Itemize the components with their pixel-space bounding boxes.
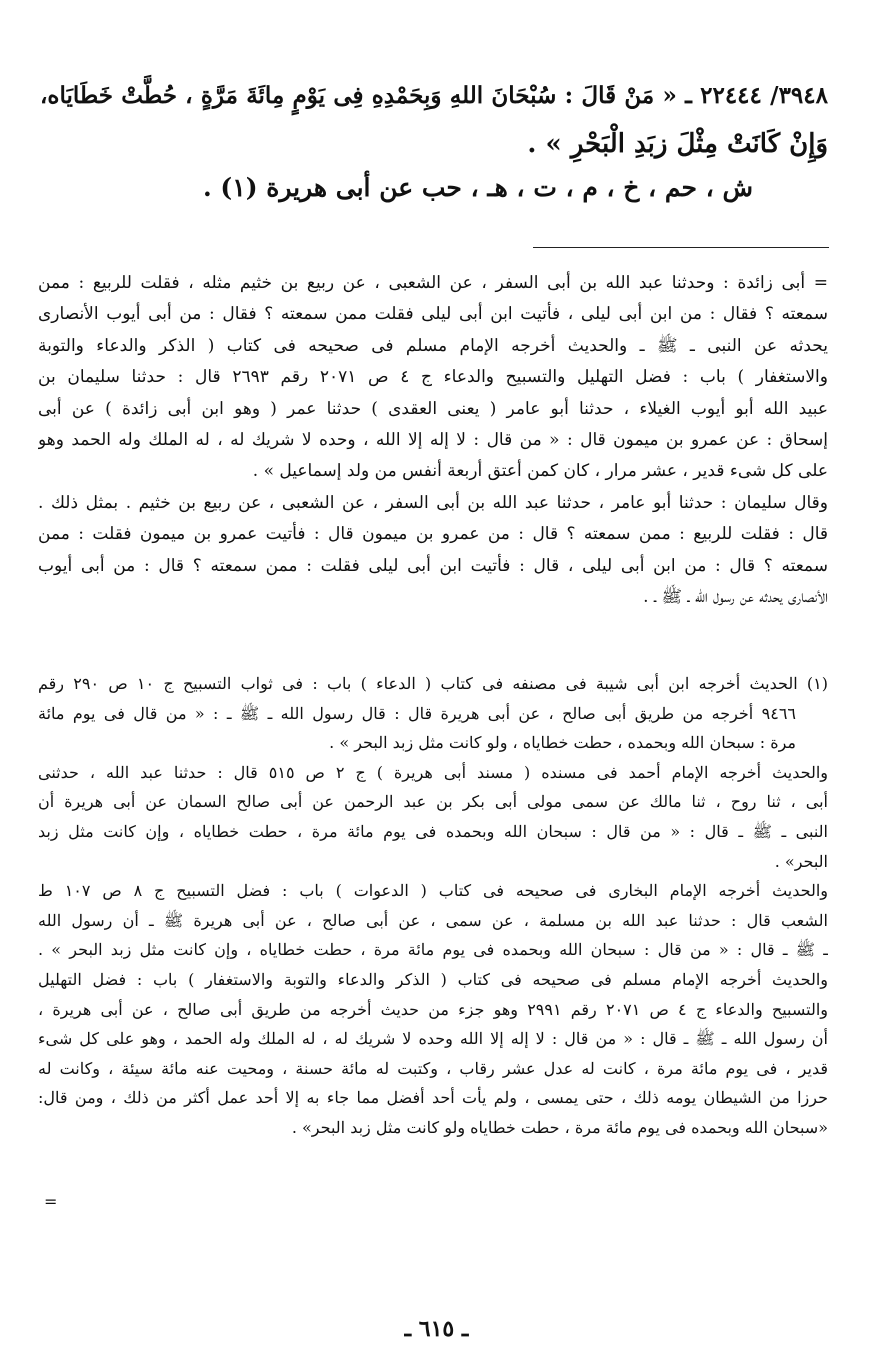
note-line: على كل شىء قدير ، عشر مرار ، كان كمن أعتق أربعة أنفس من ولد إسماعيل » . [252,461,828,482]
page-number: ـ ٦١٥ ـ [404,1316,469,1342]
note-line: عبيد الله أبو أيوب الغيلاء ، حدثنا أبو عامر ( يعنى العقدى ) حدثنا عمر ( وهو ابن أبى زائدة ) عن أبى [38,398,828,419]
footnote-line: والحديث أخرجه الإمام مسلم فى صحيحه فى كتاب ( الذكر والدعاء والتوبة والاستغفار ) باب : فضل التهليل [38,969,828,989]
footnote-line: أبى ، ثنا روح ، ثنا مالك عن سمى مولى أبى بكر بن عبد الرحمن عن أبى صالح السمان عن أبى هريرة أن [38,792,828,812]
note-line: وقال سليمان : حدثنا أبو عامر ، حدثنا عبد الله بن أبى السفر ، عن الشعبى ، عن ربيع بن خثيم . بمثل ذلك . [38,492,828,513]
hadith-block [40,72,828,208]
footnote-line: «سبحان الله وبحمده فى يوم مائة مرة ، حطت خطاياه ولو كانت مثل زبد البحر» . [291,1117,828,1137]
note-line: إسحاق : عن عمرو بن ميمون قال : « من قال : لا إله إلا الله ، وحده لا شريك له ، له الملك وله الحمد وهو [38,429,828,450]
footnote-line: والتسبيح والدعاء ج ٤ ص ٢٠٧١ رقم ٢٩٩١ وهو جزء من حديث أخرجه من طريق أبى صالح ، عن أبى هريرة ، [38,999,828,1019]
note-line: قال : فقلت للربيع : ممن سمعته ؟ قال : من عمرو بن ميمون قال : فأتيت عمرو بن ميمون فقلت : ممن [38,524,828,545]
footnote-line: أن رسول الله ـ ﷺ ـ قال : « من قال : لا إله إلا الله وحده لا شريك له ، له الملك وله الحمد ، وهو على كل شىء [38,1029,828,1049]
footnote-line: ٩٤٦٦ أخرجه من طريق أبى صالح ، عن أبى هريرة قال : قال رسول الله ـ ﷺ ـ : « من قال فى يوم مائة [38,703,796,723]
note-line: يحدثه عن النبى ـ ﷺ ـ والحديث أخرجه الإمام مسلم فى صحيحه فى كتاب ( الذكر والدعاء والتوبة [38,335,828,356]
footnote-line: والحديث أخرجه الإمام أحمد فى مسنده ( مسند أبى هريرة ) ج ٢ ص ٥١٥ قال : حدثنا عبد الله ، حدثنى [38,762,828,782]
hadith-text-line: وَإِنْ كَانَتْ مِثْلَ زبَدِ الْبَحْرِ » . [527,129,828,159]
hadith-sources: ش ، حم ، خ ، م ، ت ، هـ ، حب عن أبى هريرة (١) . [203,173,753,202]
note-line: سمعته ؟ قال : من ابن أبى ليلى ، قال : فأتيت ابن أبى ليلى فقلت : ممن سمعته ؟ قال : من أبى أيوب [38,555,828,576]
footnote-line: (١) الحديث أخرجه ابن أبى شيبة فى مصنفه فى كتاب ( الدعاء ) باب : فى ثواب التسبيح ج ١٠ ص ٢٩٠ رقم [38,674,828,693]
hadith-text-line: ٣٩٤٨/ ٢٢٤٤٤ ـ « مَنْ قَالَ : سُبْحَانَ اللهِ وَبِحَمْدِهِ فِى يَوْمٍ مِائَةَ مَرَّةٍ ، حُطَّتْ خَطَايَاه، [40,82,828,109]
note-line: سمعته ؟ فقال : من ابن أبى ليلى ، فأتيت ابن أبى ليلى فقلت ممن سمعته ؟ فقال : من أبى أيوب الأنصارى [38,304,828,325]
note-line: = أبى زائدة : وحدثنا عبد الله بن أبى السفر ، عن الشعبى ، عن ربيع بن خثيم مثله ، فقلت للربيع : ممن [38,273,828,293]
footnote-line: النبى ـ ﷺ ـ قال : « من قال : سبحان الله وبحمده فى يوم مائة مرة ، حطت خطاياه ، وإن كانت مثل زبد [38,821,828,841]
footnote-line: البحر» . [774,851,828,871]
note-line: الأنصارى يحدثه عن رسول الله ـ ﷺ ـ . [643,586,828,607]
footnote-separator [533,247,829,248]
footnote-line: حرزا من الشيطان يومه ذلك ، حتى يمسى ، ولم يأت أحد أفضل مما جاء به إلا أحد عمل أكثر من ذلك ، ومن قال: [38,1088,828,1108]
note-line: والاستغفار ) باب : فضل التهليل والتسبيح والدعاء ج ٤ ص ٢٠٧١ رقم ٢٦٩٣ قال : حدثنا سليمان بن [38,367,828,388]
continued-footnote [38,268,828,613]
footnote-line: الشعب قال : حدثنا عبد الله بن مسلمة ، عن سمى ، عن أبى صالح ، عن أبى هريرة ﷺ ـ أن رسول الله [38,910,828,930]
footnote-line: مرة : سبحان الله وبحمده ، حطت خطاياه ، ولو كانت مثل زبد البحر » . [329,733,796,753]
footnote-line: ـ ﷺ ـ قال : « من قال : سبحان الله وبحمده فى يوم مائة مرة ، حطت خطاياه ، وإن كانت مثل زبد البحر » . [38,940,828,960]
continuation-mark: = [44,1192,58,1211]
footnote-line: والحديث أخرجه الإمام البخارى فى صحيحه فى كتاب ( الدعوات ) باب : فضل التسبيح ج ٨ ص ١٠٧ ط [38,881,828,901]
footnote-1 [38,669,828,1143]
footnote-line: قدير ، فى يوم مائة مرة ، كانت له عدل عشر رقاب ، وكتبت له مائة حسنة ، ومحيت عنه مائة سيئة ، وكانت له [38,1058,828,1078]
